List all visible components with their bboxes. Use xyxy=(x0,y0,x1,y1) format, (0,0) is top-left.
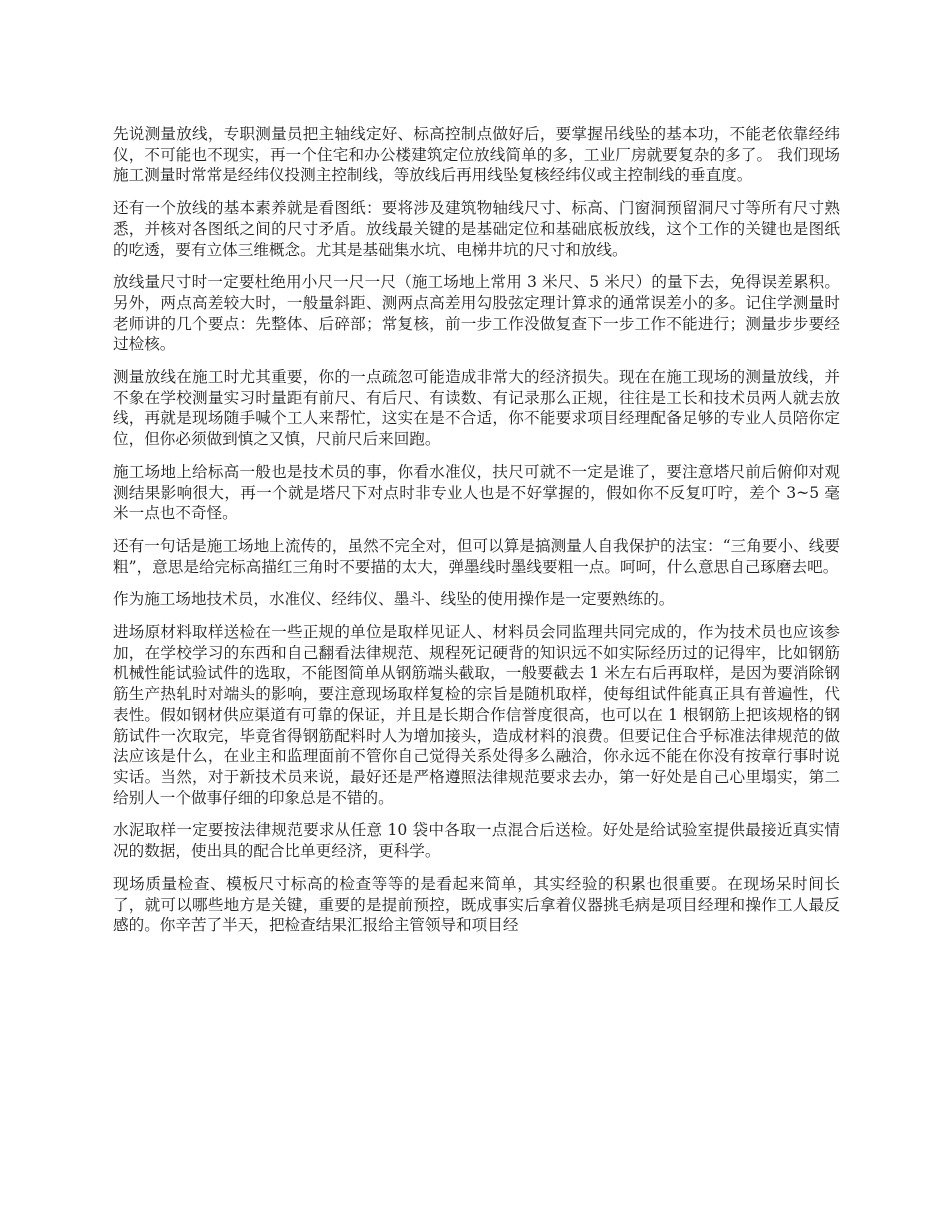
paragraph-7: 作为施工场地技术员，水准仪、经纬仪、墨斗、线坠的使用操作是一定要熟练的。 xyxy=(113,590,675,609)
paragraph-10: 现场质量检查、模板尺寸标高的检查等等的是看起来简单，其实经验的积累也很重要。在现场呆时间长了，就可以哪些地方是关键，重要的是提前预控，既成事实后拿着仪器挑毛病是项目经理和操作工人最反感的。你辛苦了半天，把检查结果汇报给主管领导和项目经 xyxy=(113,874,840,935)
paragraph-2: 还有一个放线的基本素养就是看图纸：要将涉及建筑物轴线尺寸、标高、门窗洞预留洞尺寸等所有尺寸熟悉，并核对各图纸之间的尺寸矛盾。放线最关键的是基础定位和基础底板放线，这个工作的关键也是图纸的吃透，要有立体三维概念。尤其是基础集水坑、电梯井坑的尺寸和放线。 xyxy=(113,199,840,259)
paragraph-8: 进场原材料取样送检在一些正规的单位是取样见证人、材料员会同监理共同完成的，作为技术员也应该参加，在学校学习的东西和自己翻看法律规范、规程死记硬背的知识远不如实际经历过的记得牢，比如钢筋机械性能试验试件的选取，不能图简单从钢筋端头截取，一般要截去 1 米左右后再取样，是因为要消除钢筋生产热轧时对端头的影响，要注意现场取样复检的宗旨是随机取样，使每组试件能真正具有普遍性，代表性。假如钢材供应渠道有可靠的保证，并且是长期合作信誉度很高，也可以在 1 根钢筋上把该规格的钢筋试件一次取完，毕竟省得钢筋配料时人为增加接头，造成材料的浪费。但要记住合乎标准法律规范的做法应该是什么，在业主和监理面前不管你自己觉得关系处得多么融洽，你永远不能在你没有按章行事时说实话。当然，对于新技术员来说，最好还是严格遵照法律规范要求去办，第一好处是自己心里塌实，第二给别人一个做事仔细的印象总是不错的。 xyxy=(113,623,840,807)
document-page xyxy=(113,124,840,948)
paragraph-6: 还有一句话是施工场地上流传的，虽然不完全对，但可以算是搞测量人自我保护的法宝：“三角要小、线要粗”，意思是给完标高描红三角时不要描的太大，弹墨线时墨线要粗一点。呵呵，什么意思自己琢磨去吧。 xyxy=(113,536,840,576)
paragraph-9: 水泥取样一定要按法律规范要求从任意 10 袋中各取一点混合后送检。好处是给试验室提供最接近真实情况的数据，使出具的配合比单更经济，更科学。 xyxy=(113,821,840,861)
paragraph-4: 测量放线在施工时尤其重要，你的一点疏忽可能造成非常大的经济损失。现在在施工现场的测量放线，并不象在学校测量实习时量距有前尺、有后尺、有读数、有记录那么正规，往往是工长和技术员两人就去放线，再就是现场随手喊个工人来帮忙，这实在是不合适，你不能要求项目经理配备足够的专业人员陪你定位，但你必须做到慎之又慎，尺前尺后来回跑。 xyxy=(113,368,840,449)
paragraph-3: 放线量尺寸时一定要杜绝用小尺一尺一尺（施工场地上常用 3 米尺、5 米尺）的量下去，免得误差累积。另外，两点高差较大时，一般量斜距、测两点高差用勾股弦定理计算求的通常误差小的多。记住学测量时老师讲的几个要点：先整体、后碎部；常复核，前一步工作没做复查下一步工作不能进行；测量步步要经过检核。 xyxy=(113,273,840,354)
paragraph-1: 先说测量放线，专职测量员把主轴线定好、标高控制点做好后，要掌握吊线坠的基本功，不能老依靠经纬仪，不可能也不现实，再一个住宅和办公楼建筑定位放线简单的多，工业厂房就要复杂的多了。 我们现场施工测量时常常是经纬仪投测主控制线，等放线后再用线坠复核经纬仪或主控制线的垂直度。 xyxy=(113,125,840,185)
paragraph-5: 施工场地上给标高一般也是技术员的事，你看水准仪，扶尺可就不一定是谁了，要注意塔尺前后俯仰对观测结果影响很大，再一个就是塔尺下对点时非专业人也是不好掌握的，假如你不反复叮咛，差个 3~5 毫米一点也不奇怪。 xyxy=(113,462,840,523)
